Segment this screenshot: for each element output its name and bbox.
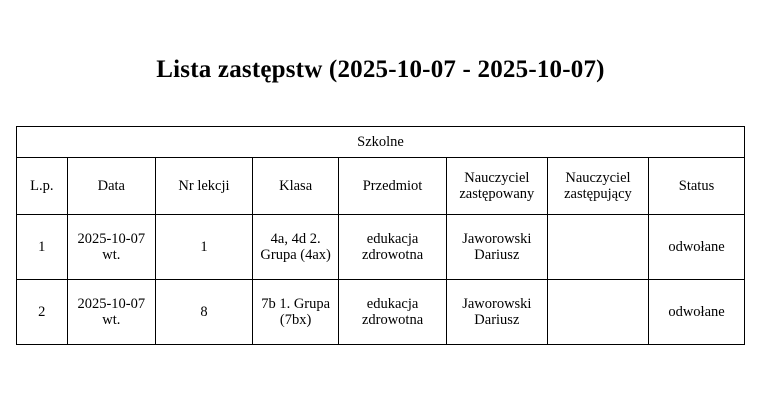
cell-lesson-number: 8 <box>156 280 253 345</box>
cell-lesson-number: 1 <box>156 215 253 280</box>
column-header-status: Status <box>649 158 745 215</box>
column-header-date: Data <box>67 158 155 215</box>
cell-lp: 1 <box>17 215 68 280</box>
table-group-label: Szkolne <box>17 127 745 158</box>
table-row <box>17 215 745 280</box>
cell-class: 4a, 4d 2. Grupa (4ax) <box>252 215 338 280</box>
cell-teacher-substitute <box>547 280 648 345</box>
table-row <box>17 280 745 345</box>
cell-teacher-replaced: Jaworowski Dariusz <box>446 280 547 345</box>
column-header-lesson-number: Nr lekcji <box>156 158 253 215</box>
cell-date: 2025-10-07 wt. <box>67 280 155 345</box>
cell-date: 2025-10-07 wt. <box>67 215 155 280</box>
column-header-lp: L.p. <box>17 158 68 215</box>
page-title: Lista zastępstw (2025-10-07 - 2025-10-07) <box>156 56 605 83</box>
substitutions-table-container <box>16 126 745 345</box>
cell-status: odwołane <box>649 280 745 345</box>
cell-subject: edukacja zdrowotna <box>339 280 446 345</box>
cell-subject: edukacja zdrowotna <box>339 215 446 280</box>
cell-teacher-replaced: Jaworowski Dariusz <box>446 215 547 280</box>
table-header-row <box>17 158 745 215</box>
column-header-teacher-replaced: Nauczyciel zastępowany <box>446 158 547 215</box>
cell-teacher-substitute <box>547 215 648 280</box>
cell-lp: 2 <box>17 280 68 345</box>
column-header-subject: Przedmiot <box>339 158 446 215</box>
substitutions-table <box>16 126 745 345</box>
table-group-row <box>17 127 745 158</box>
column-header-teacher-substitute: Nauczyciel zastępujący <box>547 158 648 215</box>
cell-status: odwołane <box>649 215 745 280</box>
column-header-class: Klasa <box>252 158 338 215</box>
cell-class: 7b 1. Grupa (7bx) <box>252 280 338 345</box>
